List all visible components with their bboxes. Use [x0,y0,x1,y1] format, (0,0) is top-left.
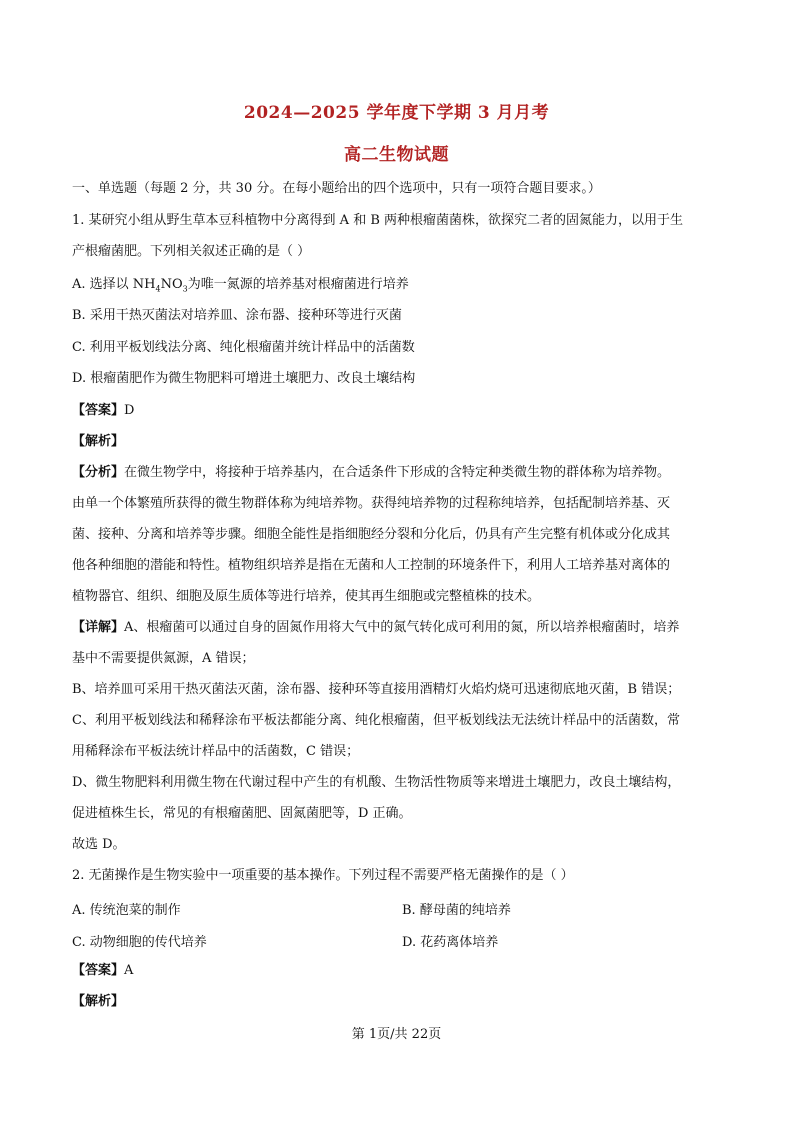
q1-analysis-tag: 【解析】 [72,434,125,449]
q1-conclusion: 故选 D。 [72,837,126,852]
section-heading: 一、单选题（每题 2 分，共 30 分。在每小题给出的四个选项中，只有一项符合题目要求。） [72,181,601,196]
q1-fenxi-tag: 【分析】 [72,465,125,480]
q1-answer [72,402,732,420]
q1-fenxi-line5: 植物器官、组织、细胞及原生质体等进行培养，使其再生细胞或完整植株的技术。 [72,589,541,604]
q2-option-b: B. 酵母菌的纯培养 [402,903,511,918]
q1-option-a-sub1: 4 [155,284,161,294]
q2-answer [72,962,732,980]
exam-title: 2024—2025 学年度下学期 3 月月考 [243,103,550,123]
q1-fenxi-line3: 菌、接种、分离和培养等步骤。细胞全能性是指细胞经分裂和分化后，仍具有产生完整有机体或分化成其 [72,527,671,542]
q1-stem-line1: 1. 某研究小组从野生草本豆科植物中分离得到 A 和 B 两种根瘤菌菌株，欲探究二者的固氮能力，以用于生 [72,213,684,228]
q1-xiangjie-c1: C、利用平板划线法和稀释涂布平板法都能分离、纯化根瘤菌，但平板划线法无法统计样品中的活菌数，常 [72,713,680,728]
q2-option-d: D. 花药离体培养 [402,935,499,950]
q1-xiangjie-d1: D、微生物肥料利用微生物在代谢过程中产生的有机酸、生物活性物质等来增进土壤肥力，改良土壤结构， [72,775,681,790]
page-number: 第 1页/共 22页 [351,1027,442,1042]
q2-analysis-tag: 【解析】 [72,994,125,1009]
q1-fenxi-line1 [72,464,732,482]
q2-option-a: A. 传统泡菜的制作 [72,903,181,918]
q2-answer-tag: 【答案】 [72,963,125,978]
q1-option-a-sub2: 3 [182,284,188,294]
q1-option-b: B. 采用干热灭菌法对培养皿、涂布器、接种环等进行灭菌 [72,308,402,323]
q1-fenxi-line4: 他各种细胞的潜能和特性。植物组织培养是指在无菌和人工控制的环境条件下，利用人工培养基对离体的 [72,558,671,573]
q1-fenxi-line2: 由单一个体繁殖所获得的微生物群体称为纯培养物。获得纯培养物的过程称纯培养，包括配制培养基、灭 [72,496,671,511]
q1-stem-line2: 产根瘤菌肥。下列相关叙述正确的是（ ） [72,244,311,259]
q1-fenxi-text1: 在微生物学中，将接种于培养基内，在合适条件下形成的含特定种类微生物的群体称为培养物。 [124,465,671,480]
q1-xiangjie-c2: 用稀释涂布平板法统计样品中的活菌数，C 错误； [72,744,360,759]
q1-xiangjie-line1 [72,619,732,637]
q2-option-c: C. 动物细胞的传代培养 [72,935,207,950]
q2-stem: 2. 无菌操作是生物实验中一项重要的基本操作。下列过程不需要严格无菌操作的是（ ） [72,868,574,883]
q1-xiangjie-b: B、培养皿可采用干热灭菌法灭菌，涂布器、接种环等直接用酒精灯火焰灼烧可迅速彻底地灭菌，B 错误； [72,682,681,697]
q1-option-a-prefix: A. 选择以 NH [72,277,156,292]
q1-xiangjie-a1: A、根瘤菌可以通过自身的固氮作用将大气中的氮气转化成可利用的氮，所以培养根瘤菌时，培养 [124,620,680,635]
q1-answer-value: D [124,403,135,418]
q1-option-a-suffix: 为唯一氮源的培养基对根瘤菌进行培养 [187,277,409,292]
q1-option-c: C. 利用平板划线法分离、纯化根瘤菌并统计样品中的活菌数 [72,340,415,355]
q1-answer-tag: 【答案】 [72,403,125,418]
q1-option-a-mid: NO [160,277,183,292]
q1-option-a [72,276,732,299]
q2-answer-value: A [124,963,134,978]
q1-xiangjie-d2: 促进植株生长，常见的有根瘤菌肥、固氮菌肥等，D 正确。 [72,806,412,821]
q1-xiangjie-tag: 【详解】 [72,620,125,635]
exam-subtitle: 高二生物试题 [344,145,449,165]
q1-option-d: D. 根瘤菌肥作为微生物肥料可增进土壤肥力、改良土壤结构 [72,371,416,386]
q1-xiangjie-a2: 基中不需要提供氮源，A 错误； [72,651,255,666]
